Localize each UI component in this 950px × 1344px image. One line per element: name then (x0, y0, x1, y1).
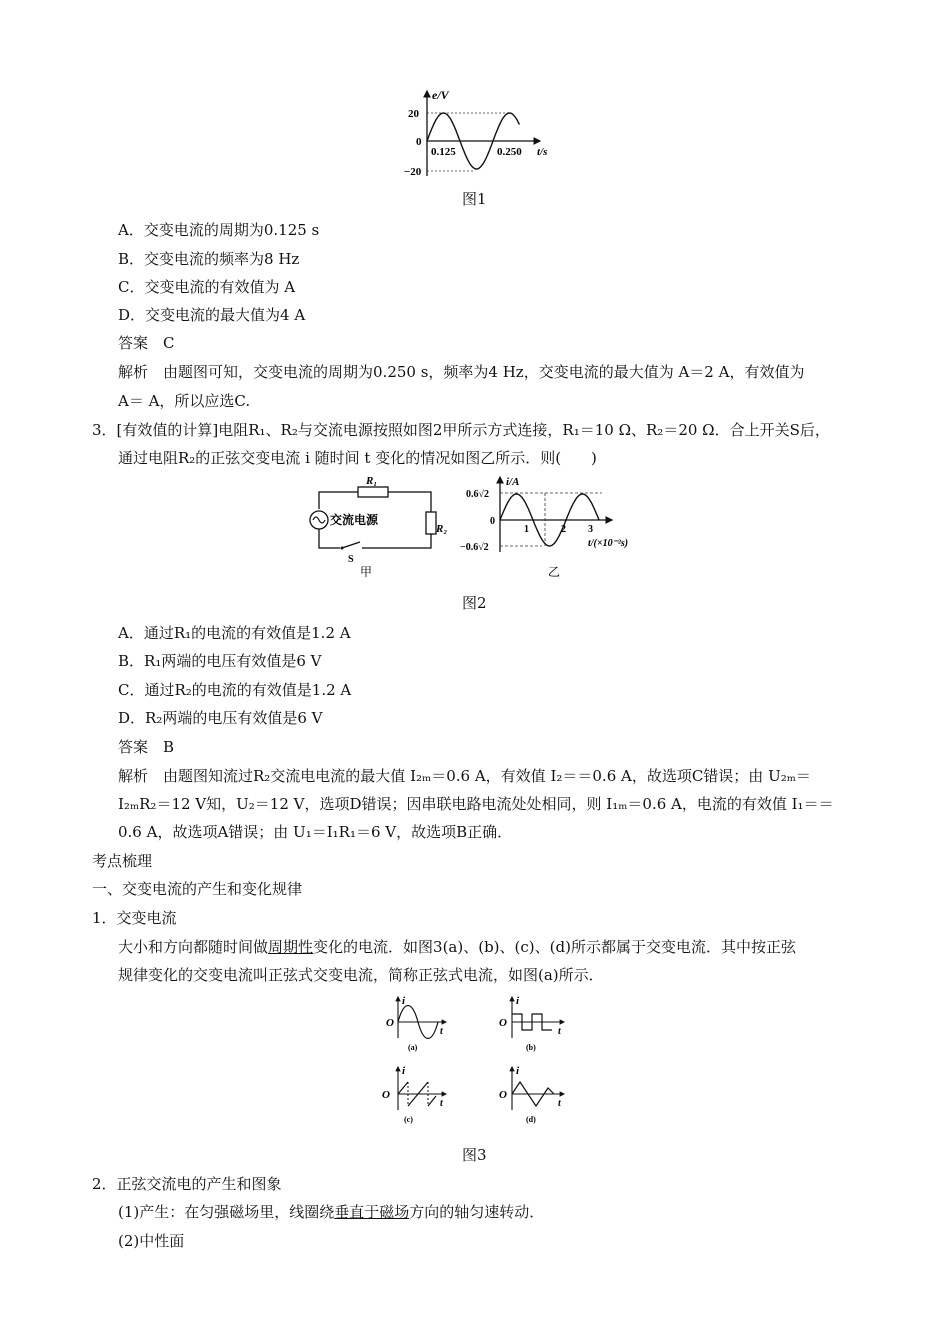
figure-3-caption: 图3 (462, 1146, 487, 1164)
fig3d-o: O (499, 1089, 507, 1101)
q3-option-b: B．R₁两端的电压有效值是6 V (118, 652, 322, 670)
fig3d-i: i (516, 1065, 520, 1077)
figure-1-sine-graph (400, 86, 560, 181)
fig3a-t: t (440, 1026, 443, 1037)
label-yi: 乙 (548, 565, 561, 579)
fig2-tick-x-2: 2 (561, 524, 566, 535)
figure-2-circuit (300, 474, 450, 584)
q3-answer: 答案 B (118, 738, 175, 756)
q3-option-a: A．通过R₁的电流的有效值是1.2 A (118, 624, 351, 642)
fig3b-o: O (499, 1017, 507, 1029)
q2-option-d: D．交变电流的最大值为4 A (118, 306, 306, 324)
fig3b-t: t (558, 1026, 561, 1037)
figure-1-caption: 图1 (462, 190, 487, 208)
resistor-r2 (426, 512, 436, 534)
fig1-tick-x-2: 0.250 (497, 146, 522, 158)
fig2-ymax: 0.6√2 (466, 489, 489, 500)
item1-p1-a: 大小和方向都随时间做 (118, 938, 269, 956)
q3-option-d: D．R₂两端的电压有效值是6 V (118, 709, 323, 727)
label-switch: S (348, 554, 354, 565)
fig2-xlabel: t/(×10⁻²s) (588, 538, 629, 549)
fig1-tick-x-1: 0.125 (431, 146, 456, 158)
q3-analysis-1: 解析 由题图知流过R₂交流电电流的最大值 I₂ₘ＝0.6 A，有效值 I₂＝＝0.6 A，故选项C错误；由 U₂ₘ＝ (118, 767, 811, 785)
fig1-tick-y-zero: 0 (416, 136, 422, 148)
figure-3-waveforms (368, 992, 588, 1132)
q3-stem-2: 通过电阻R₂的正弦交变电流 i 随时间 t 变化的情况如图乙所示．则( ) (118, 449, 597, 467)
q2-option-b: B．交变电流的频率为8 Hz (118, 250, 300, 268)
fig3d-t: t (558, 1098, 561, 1109)
fig1-ylabel: e/V (432, 88, 449, 102)
item1-paragraph-2: 规律变化的交变电流叫正弦式交变电流，简称正弦式电流，如图(a)所示． (118, 966, 604, 984)
item2-p1-underlined: 垂直于磁场 (334, 1203, 410, 1221)
item2-p1-a: (1)产生：在匀强磁场里，线圈绕 (118, 1203, 335, 1221)
q3-analysis-2: I₂ₘR₂＝12 V知，U₂＝12 V，选项D错误；因串联电路电流处处相同，则 I₁ₘ＝0.6 A，电流的有效值 I₁＝＝ (118, 795, 834, 813)
waveform-d (512, 1067, 564, 1110)
q2-analysis-1: 解析 由题图可知，交变电流的周期为0.250 s，频率为4 Hz，交变电流的最大值为 A＝2 A，有效值为 (118, 363, 805, 381)
fig3c-i: i (402, 1065, 406, 1077)
figure-2-current-graph (452, 474, 652, 584)
fig1-tick-y-min: −20 (404, 166, 422, 178)
fig2-zero: 0 (490, 516, 495, 527)
waveform-c (398, 1067, 446, 1110)
fig2-ymin: −0.6√2 (460, 542, 489, 553)
q3-analysis-3: 0.6 A，故选项A错误；由 U₁＝I₁R₁＝6 V，故选项B正确． (118, 823, 513, 841)
q2-analysis-2: A＝ A，所以应选C. (118, 392, 251, 410)
label-r2: R₂ (436, 523, 448, 535)
fig3-label-a: (a) (408, 1043, 418, 1052)
fig1-xlabel: t/s (537, 146, 548, 158)
resistor-r1 (358, 487, 388, 497)
fig2-tick-x-3: 3 (588, 524, 593, 535)
fig3a-i: i (402, 995, 406, 1007)
q3-option-c: C．通过R₂的电流的有效值是1.2 A (118, 681, 352, 699)
figure-2-caption: 图2 (462, 594, 487, 612)
item2-paragraph-2: (2)中性面 (118, 1232, 185, 1250)
waveform-b (512, 997, 564, 1038)
q2-option-a: A．交变电流的周期为0.125 s (118, 221, 320, 239)
section-heading: 考点梳理 (92, 852, 153, 870)
fig3-label-d: (d) (526, 1115, 536, 1124)
label-jia: 甲 (360, 565, 373, 579)
fig3b-i: i (516, 995, 520, 1007)
fig3c-t: t (440, 1098, 443, 1109)
fig2-ylabel: i/A (506, 476, 520, 488)
section-sub1: 一、交变电流的产生和变化规律 (92, 880, 303, 898)
fig3-label-c: (c) (404, 1115, 413, 1124)
label-ac-source: 交流电源 (330, 513, 379, 527)
item1-title: 1．交变电流 (92, 909, 177, 927)
fig3a-o: O (386, 1017, 394, 1029)
item1-paragraph-1 (118, 936, 796, 957)
fig2-tick-x-1: 1 (524, 524, 529, 535)
item2-p1-b: 方向的轴匀速转动． (409, 1203, 545, 1221)
item2-paragraph-1 (118, 1201, 544, 1222)
label-r1: R₁ (366, 475, 378, 487)
item1-p1-underlined: 周期性 (268, 938, 314, 956)
item1-p1-b: 变化的电流．如图3(a)、(b)、(c)、(d)所示都属于交变电流．其中按正弦 (313, 938, 796, 956)
q2-answer: 答案 C (118, 334, 175, 352)
q3-stem-1: 3．[有效值的计算]电阻R₁、R₂与交流电源按照如图2甲所示方式连接，R₁＝10 Ω、R₂＝20 Ω．合上开关S后， (92, 421, 830, 439)
q2-option-c: C．交变电流的有效值为 A (118, 278, 296, 296)
item2-title: 2．正弦交流电的产生和图象 (92, 1175, 282, 1193)
fig1-tick-y-max: 20 (408, 108, 419, 120)
waveform-a (398, 997, 446, 1039)
fig3-label-b: (b) (526, 1043, 536, 1052)
fig3c-o: O (382, 1089, 390, 1101)
